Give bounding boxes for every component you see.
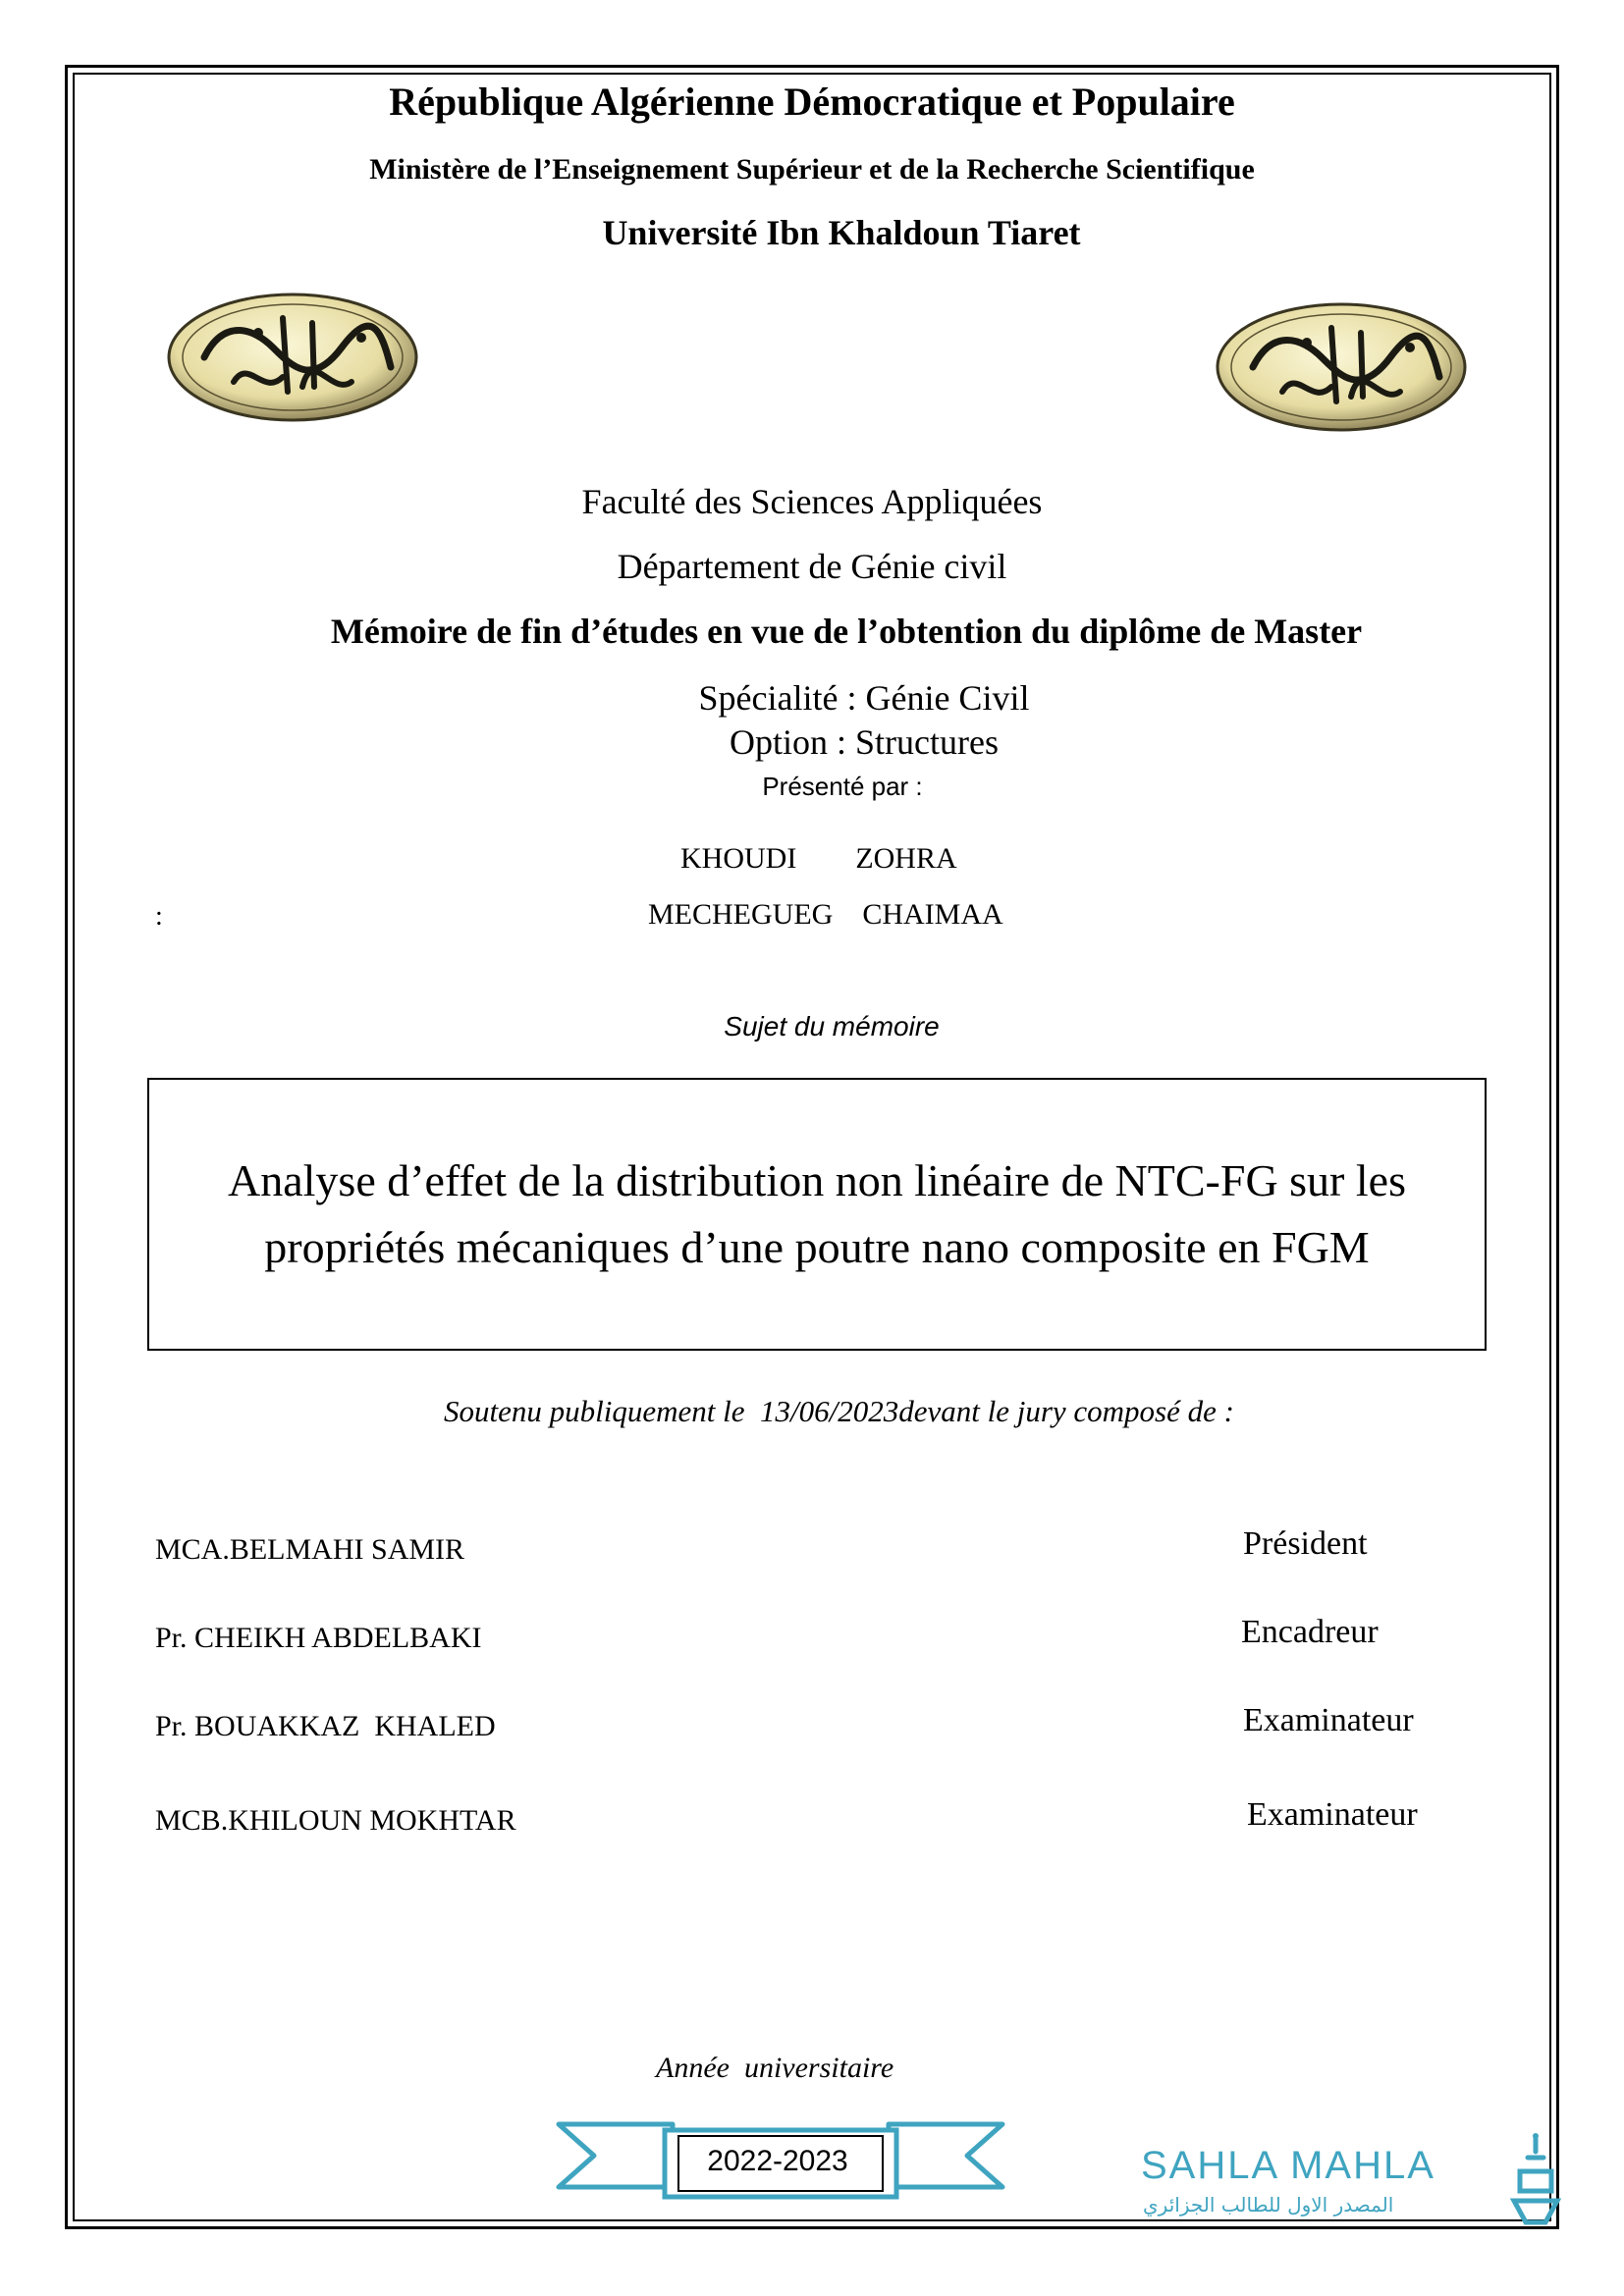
jury-member-role: Président bbox=[1243, 1525, 1368, 1562]
university-seal-right-icon bbox=[1214, 298, 1469, 436]
jury-member-role: Examinateur bbox=[1243, 1702, 1414, 1738]
academic-year: 2022-2023 bbox=[707, 2145, 848, 2177]
watermark-tagline: المصدر الاول للطالب الجزائري bbox=[1143, 2193, 1394, 2216]
department-name: Département de Génie civil bbox=[617, 547, 1007, 586]
jury-member-name: MCB.KHILOUN MOKHTAR bbox=[155, 1804, 516, 1837]
defense-statement: Soutenu publiquement le 13/06/2023devant le jury composé de : bbox=[444, 1394, 1234, 1428]
university-seal-left-icon bbox=[165, 289, 420, 426]
colon-mark: : bbox=[155, 901, 163, 932]
jury-member-name: Pr. BOUAKKAZ KHALED bbox=[155, 1710, 496, 1742]
subject-line-2: propriétés mécaniques d’une poutre nano composite en FGM bbox=[264, 1222, 1370, 1272]
jury-member-role: Encadreur bbox=[1241, 1614, 1379, 1650]
ministry-title: Ministère de l’Enseignement Supérieur et de la Recherche Scientifique bbox=[369, 153, 1255, 186]
annee-universitaire-label: Année universitaire bbox=[656, 2052, 894, 2084]
jury-member-name: Pr. CHEIKH ABDELBAKI bbox=[155, 1622, 482, 1654]
watermark-brand: SAHLA MAHLA bbox=[1141, 2144, 1435, 2187]
university-title: Université Ibn Khaldoun Tiaret bbox=[602, 213, 1081, 252]
presente-par: Présenté par : bbox=[762, 772, 923, 801]
memoire-title: Mémoire de fin d’études en vue de l’obtention du diplôme de Master bbox=[330, 612, 1363, 651]
faculty-name: Faculté des Sciences Appliquées bbox=[581, 482, 1043, 521]
jury-member-name: MCA.BELMAHI SAMIR bbox=[155, 1533, 465, 1566]
republic-title: République Algérienne Démocratique et Populaire bbox=[389, 80, 1235, 124]
author-2: MECHEGUEG CHAIMAA bbox=[648, 898, 1003, 931]
subject-box bbox=[147, 1078, 1487, 1351]
jury-member-role: Examinateur bbox=[1247, 1796, 1418, 1833]
author-1: KHOUDI ZOHRA bbox=[680, 842, 957, 875]
watermark-logo-icon bbox=[1506, 2132, 1565, 2230]
option: Option : Structures bbox=[730, 722, 999, 762]
subject-label: Sujet du mémoire bbox=[724, 1011, 940, 1041]
specialite: Spécialité : Génie Civil bbox=[698, 678, 1030, 718]
subject-line-1: Analyse d’effet de la distribution non linéaire de NTC-FG sur les bbox=[228, 1155, 1406, 1205]
